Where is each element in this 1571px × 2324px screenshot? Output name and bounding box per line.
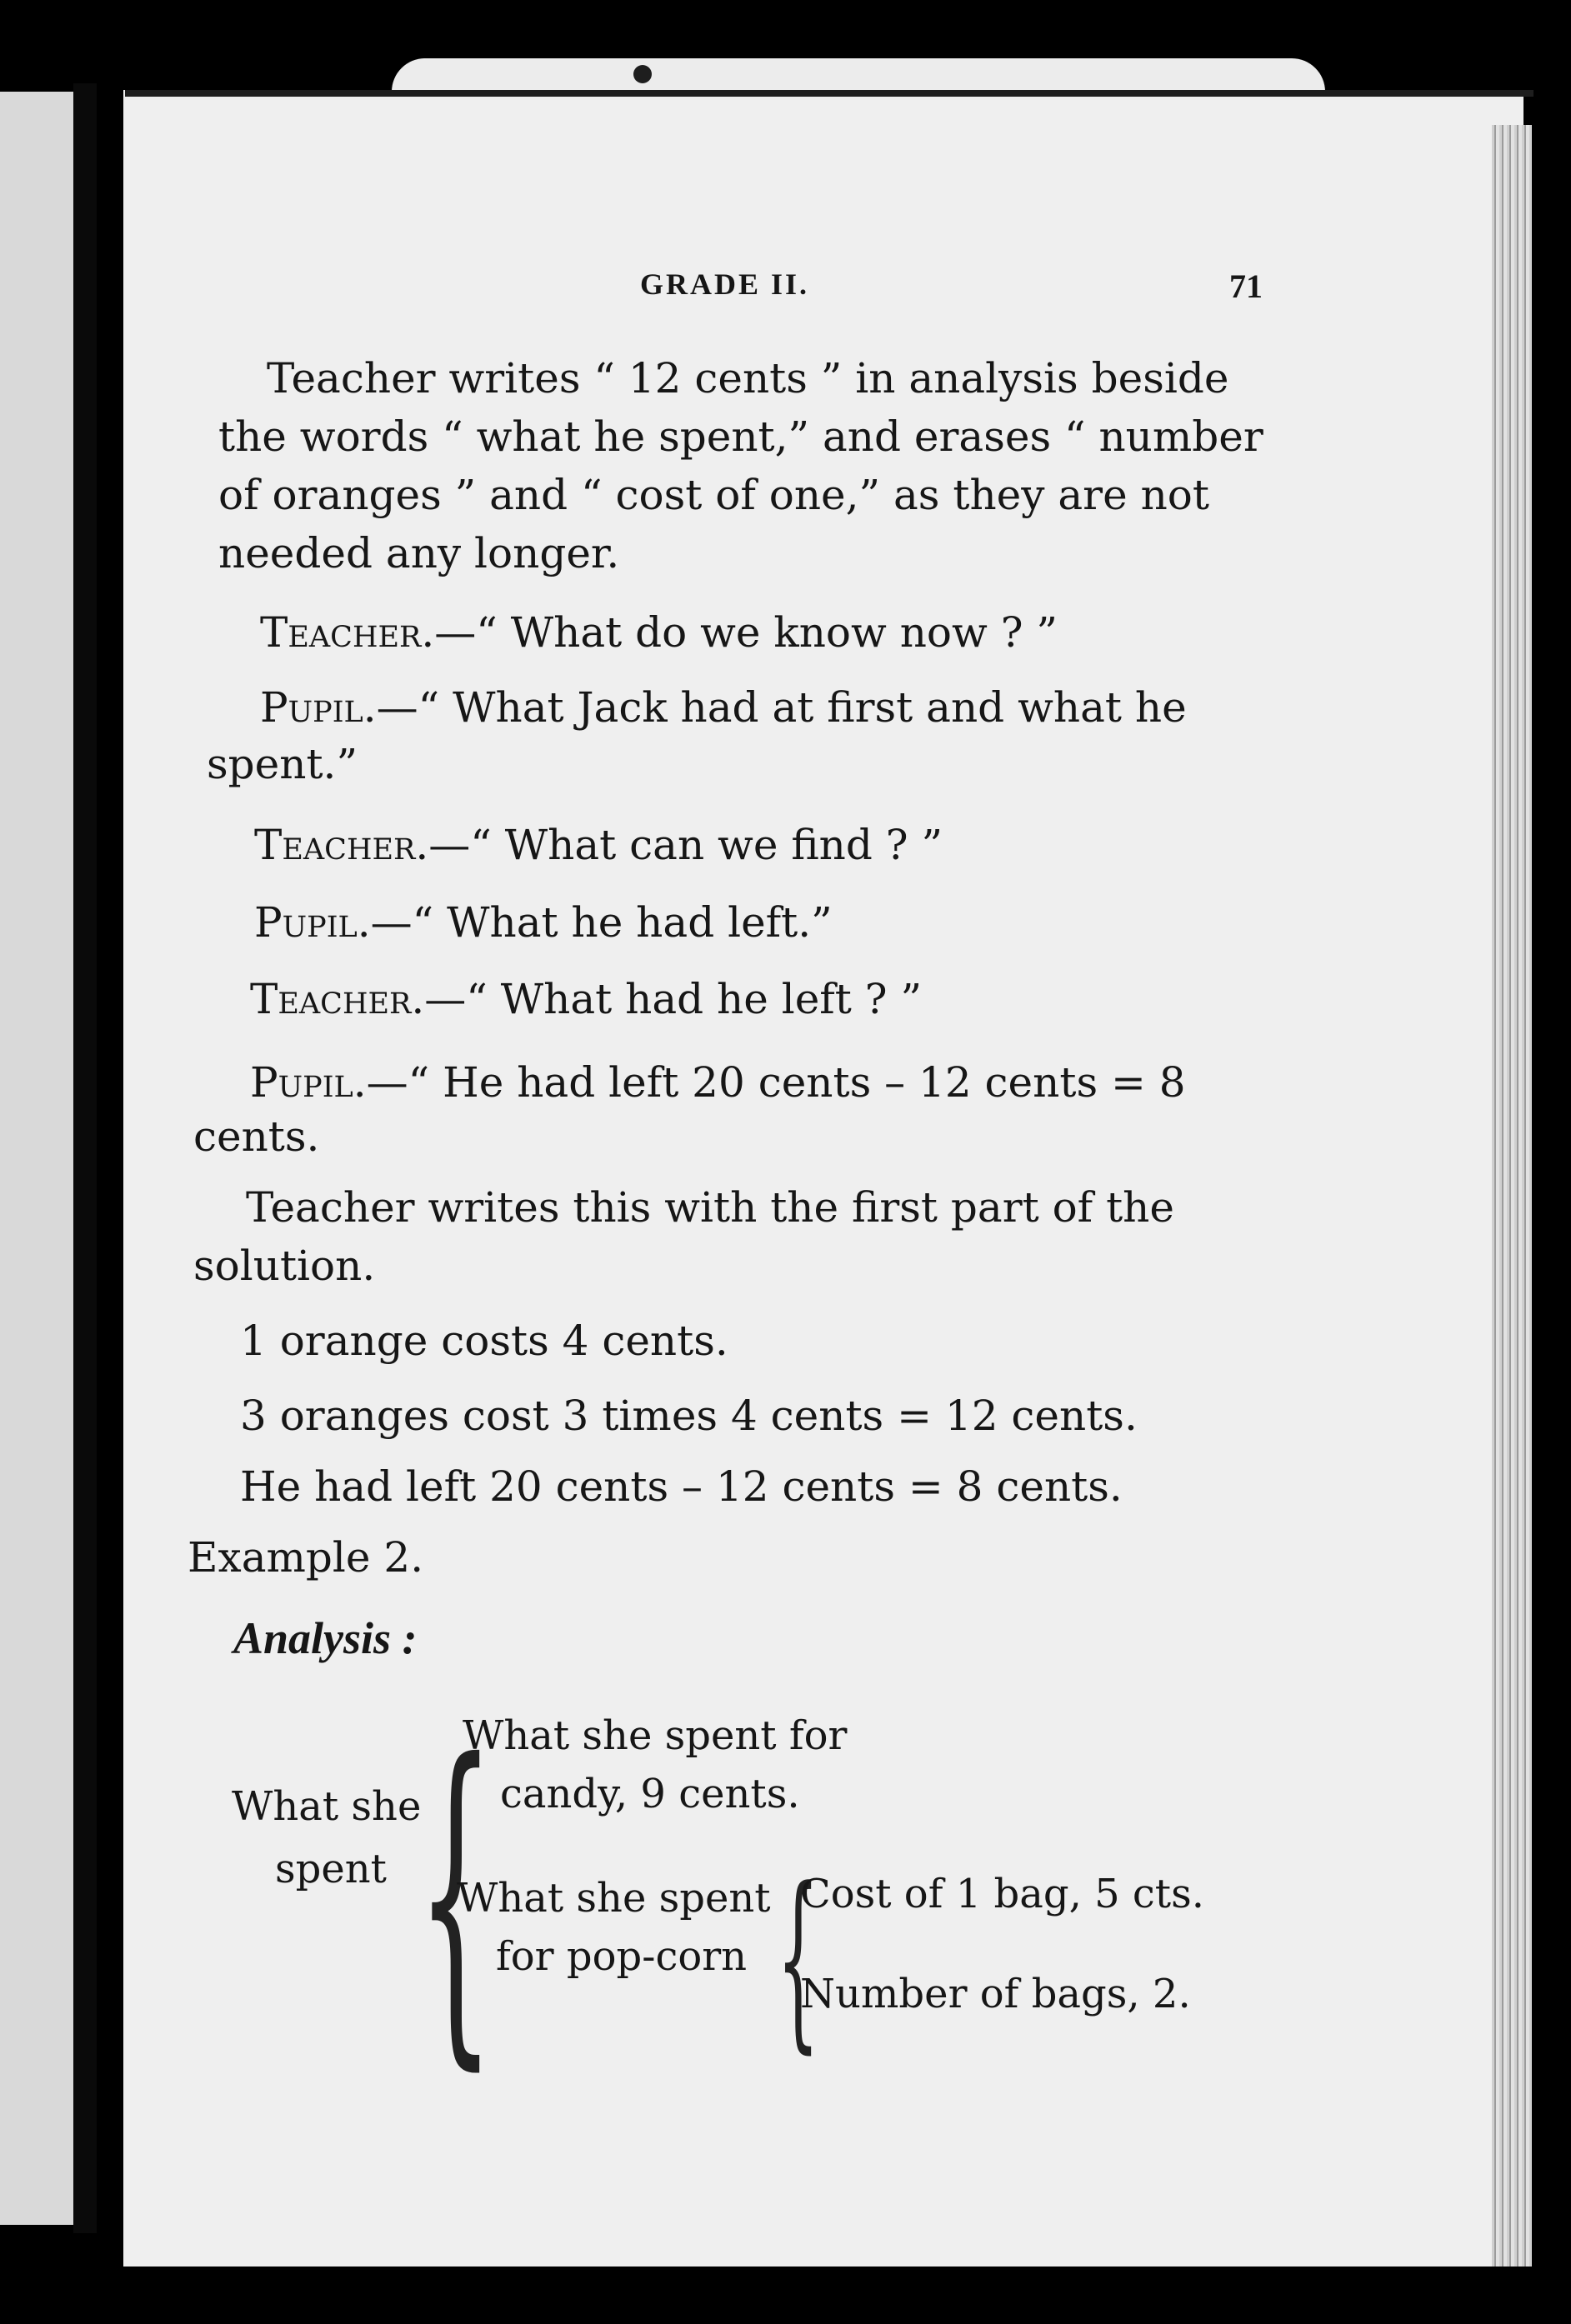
brace-popcorn: {	[777, 1848, 820, 2071]
tree-leaf-1: Cost of 1 bag, 5 cts.	[800, 1871, 1204, 1917]
dialogue-text: —“ What can we find ? ”	[428, 821, 943, 869]
speaker-label: Pupil.	[254, 898, 371, 947]
speaker-label: Teacher.	[250, 975, 425, 1023]
tree-branch1-line-1: What she spent for	[463, 1712, 848, 1759]
page-top-border	[125, 90, 1533, 97]
paragraph-1-line-3: of oranges ” and “ cost of one,” as they are not	[218, 471, 1209, 519]
tree-root-line-2: spent	[275, 1846, 387, 1892]
solution-line-3: He had left 20 cents – 12 cents = 8 cents.	[240, 1462, 1123, 1511]
running-head-title: GRADE II.	[640, 267, 810, 301]
book-gutter	[73, 83, 97, 2233]
paragraph-2-line-1: Teacher writes this with the first part of the	[246, 1183, 1174, 1232]
solution-line-2: 3 oranges cost 3 times 4 cents = 12 cents.	[240, 1392, 1138, 1440]
tree-leaf-2: Number of bags, 2.	[800, 1971, 1191, 2017]
page-stack-edge	[1492, 125, 1532, 2267]
dialogue-text: —“ He had left 20 cents – 12 cents = 8	[366, 1058, 1186, 1107]
paragraph-1-line-4: needed any longer.	[218, 529, 620, 577]
dialogue-line-2-cont: spent.”	[207, 740, 358, 788]
tree-branch2-line-1: What she spent	[457, 1875, 771, 1922]
analysis-label: Analysis :	[233, 1613, 418, 1663]
speaker-label: Pupil.	[260, 683, 377, 732]
tree-branch1-line-2: candy, 9 cents.	[500, 1771, 800, 1817]
tab-notch	[633, 65, 652, 83]
solution-line-1: 1 orange costs 4 cents.	[240, 1317, 728, 1365]
dialogue-line-6	[250, 1058, 1186, 1107]
paragraph-1-line-2: the words “ what he spent,” and erases “ number	[218, 412, 1263, 461]
paragraph-2-line-2: solution.	[193, 1242, 376, 1290]
speaker-label: Teacher.	[260, 608, 435, 657]
example-title: Example 2.	[188, 1533, 424, 1582]
dialogue-line-5	[250, 975, 922, 1023]
tree-branch2-line-2: for pop-corn	[496, 1933, 748, 1980]
dialogue-text: —“ What do we know now ? ”	[434, 608, 1058, 657]
left-page-strip	[0, 92, 73, 2225]
brace-root: {	[417, 1692, 495, 2099]
dialogue-text: —“ What had he left ? ”	[424, 975, 923, 1023]
paragraph-1-line-1: Teacher writes “ 12 cents ” in analysis beside	[267, 354, 1229, 402]
dialogue-line-2	[260, 683, 1187, 732]
dialogue-line-6-cont: cents.	[193, 1112, 320, 1161]
speaker-label: Pupil.	[250, 1058, 367, 1107]
dialogue-line-4	[254, 898, 833, 947]
tree-root-line-1: What she	[232, 1783, 422, 1830]
page-number: 71	[1229, 267, 1263, 305]
speaker-label: Teacher.	[254, 821, 429, 869]
dialogue-text: —“ What he had left.”	[370, 898, 833, 947]
dialogue-line-3	[254, 821, 943, 869]
dialogue-text: —“ What Jack had at first and what he	[376, 683, 1187, 732]
dialogue-line-1	[260, 608, 1058, 657]
